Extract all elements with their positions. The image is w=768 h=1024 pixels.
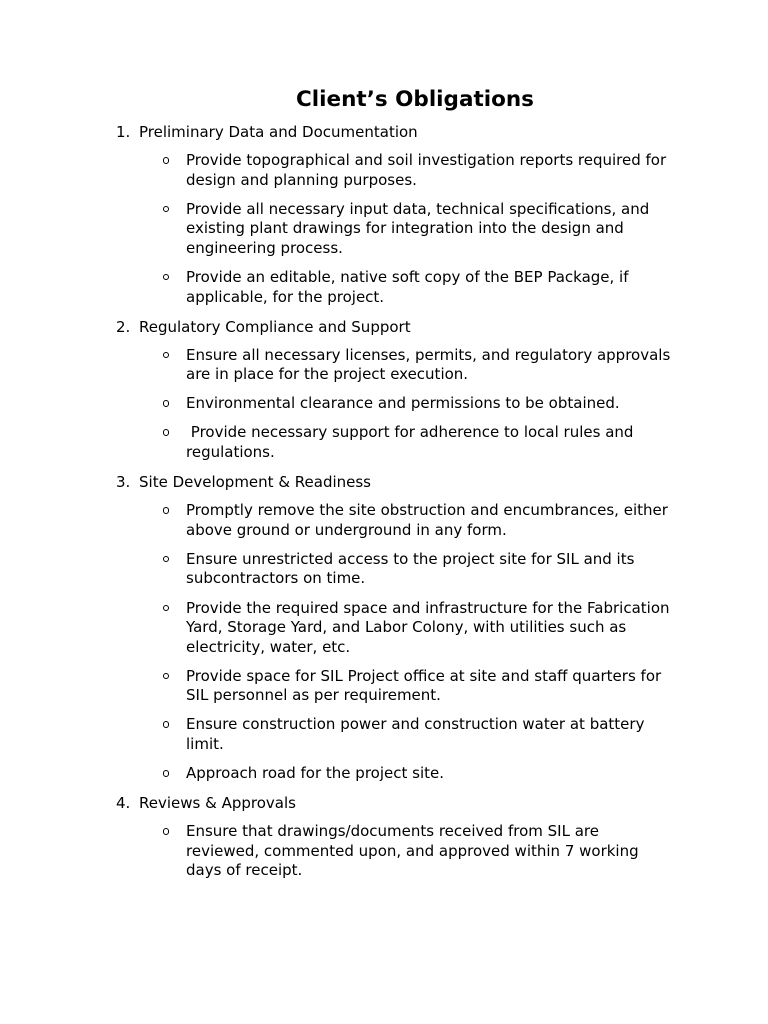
- section-regulatory-compliance: [116, 317, 676, 463]
- hollow-circle-bullet-icon: [116, 822, 186, 881]
- list-item: [116, 598, 675, 658]
- list-item-text: Ensure construction power and construction water at battery limit.: [186, 715, 650, 754]
- hollow-circle-bullet-icon: [116, 423, 186, 462]
- list-item: [116, 200, 672, 259]
- list-item: [116, 764, 672, 784]
- hollow-circle-bullet-icon: [116, 764, 186, 784]
- hollow-circle-bullet-icon: [116, 346, 186, 385]
- list-item: [116, 822, 672, 881]
- list-item-text: Promptly remove the site obstruction and encumbrances, either above ground or underground in any form.: [186, 501, 673, 539]
- list-item-text: Ensure all necessary licenses, permits, and regulatory approvals are in place for the project execution.: [186, 345, 676, 384]
- list-item: [116, 550, 672, 589]
- section-heading: [116, 472, 672, 492]
- section-site-development: [116, 472, 675, 784]
- section-heading: [116, 122, 672, 142]
- list-item-text: Provide space for SIL Project office at site and staff quarters for SIL personnel as per requirement.: [186, 666, 666, 705]
- list-item: [116, 151, 672, 190]
- section-number: 4.: [116, 794, 131, 813]
- list-item: [116, 394, 672, 414]
- section-preliminary-data: [116, 122, 672, 307]
- section-number: 2.: [116, 317, 131, 336]
- list-item-text: Provide an editable, native soft copy of the BEP Package, if applicable, for the project.: [186, 267, 634, 306]
- section-heading: [116, 317, 672, 337]
- list-item-text: Provide all necessary input data, technical specifications, and existing plant drawings for integration into the design and engineering process.: [186, 199, 655, 257]
- hollow-circle-bullet-icon: [116, 151, 186, 190]
- list-item-text: Provide topographical and soil investigation reports required for design and planning purposes.: [186, 151, 671, 189]
- hollow-circle-bullet-icon: [116, 501, 186, 540]
- hollow-circle-bullet-icon: [116, 200, 186, 259]
- hollow-circle-bullet-icon: [116, 599, 186, 658]
- section-item-list: [116, 151, 672, 307]
- section-heading-text: Site Development & Readiness: [139, 473, 372, 492]
- list-item-text: Provide the required space and infrastructure for the Fabrication Yard, Storage Yard, and Labor Colony, with utilities such as electricity, water, etc.: [186, 598, 675, 656]
- list-item-text: Ensure unrestricted access to the project site for SIL and its subcontractors on time.: [186, 549, 640, 588]
- hollow-circle-bullet-icon: [116, 550, 186, 589]
- hollow-circle-bullet-icon: [116, 394, 186, 414]
- list-item-text: Provide necessary support for adherence to local rules and regulations.: [186, 423, 639, 462]
- hollow-circle-bullet-icon: [116, 268, 186, 307]
- section-number: 3.: [116, 473, 131, 492]
- list-item: [116, 423, 672, 462]
- section-number: 1.: [116, 123, 131, 141]
- section-reviews-approvals: [116, 793, 672, 881]
- section-item-list: [116, 822, 672, 881]
- section-heading-text: Regulatory Compliance and Support: [139, 317, 411, 336]
- list-item: [116, 715, 672, 754]
- list-item: [116, 501, 672, 540]
- list-item: [116, 345, 676, 385]
- list-item: [116, 667, 672, 706]
- section-heading: [116, 793, 672, 813]
- section-item-list: [116, 501, 675, 784]
- section-heading-text: Preliminary Data and Documentation: [139, 123, 418, 141]
- page-title: Client’s Obligations: [296, 87, 534, 112]
- section-heading-text: Reviews & Approvals: [139, 794, 296, 813]
- section-item-list: [116, 345, 676, 463]
- list-item-text: Environmental clearance and permissions to be obtained.: [186, 394, 620, 413]
- list-item: [116, 268, 672, 307]
- list-item-text: Ensure that drawings/documents received from SIL are reviewed, commented upon, and approved within 7 working days of receipt.: [186, 822, 644, 880]
- list-item-text: Approach road for the project site.: [186, 764, 444, 783]
- hollow-circle-bullet-icon: [116, 667, 186, 706]
- hollow-circle-bullet-icon: [116, 715, 186, 754]
